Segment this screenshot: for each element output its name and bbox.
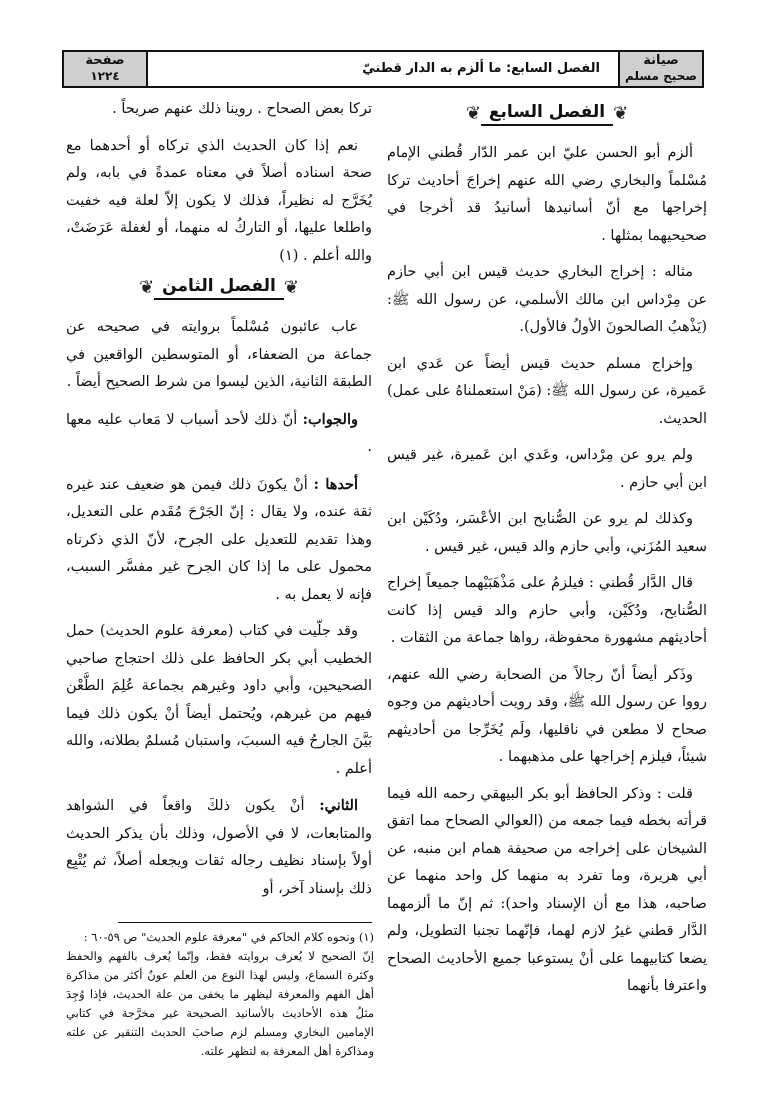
paragraph: وذَكر أيضاً أنّ رجالاً من الصحابة رضي الله عنهم، رووا عن رسول الله ﷺ، وقد رويت أحاديثهم من وجوه صحاح لا مطعن في ناقليها، ولَم يُخَرِّجا من أحاديثهم شيئاً، فيلزم إخراجها على مذهبهما . — [387, 666, 707, 765]
ornament-icon: ❦ — [139, 276, 155, 298]
ornament-icon: ❦ — [465, 102, 481, 124]
footnote-line: إنّ الصحيح لا يُعرف بروايته فقط، وإنّما يُعرف بالفهم والحفظ وكثرة السماع، وليس لهذا النوع من العلم عونٌ أكثر من مذاكرة أهل الفهم والمعرفة ليظهر ما يخفى من علة الحديث، فإذا وُجِدَ مثلُ هذه الأحاديث بالأسانيد الصحيحة غير مخرَّجة في كتابي الإمامين البخاري ومسلم لزم صاحبَ الحديث التنقير عن علته ومذاكرة أهل المعرفة به لتظهر علته. — [66, 949, 374, 1058]
page-number-box — [64, 52, 148, 86]
chapter-seven-heading — [387, 100, 707, 130]
series-title-box — [618, 52, 702, 86]
paragraph — [66, 792, 372, 903]
right-column — [387, 96, 707, 1001]
paragraph: عاب عائبون مُسْلماً بروايته في صحيحه عن جماعة من الضعفاء، أو المتوسطين الواقعين في الطبقة الثانية، الذين ليسوا من شرط الصحيح أيضاً . — [66, 319, 372, 390]
paragraph — [66, 471, 372, 610]
paragraph: ألزم أبو الحسن عليّ ابن عمر الدّار قُطني الإمام مُسْلماً والبخاري رضي الله عنهم إخراجَ أحاديث تركا إخراجها مع أنّ أسانيدها أسانيدُ قد أخرجا في صحيحيهما بمثلها . — [387, 145, 707, 244]
paragraph-text: أنْ يكون ذلكَ واقعاً في الشواهد والمتابعات، لا في الأصول، وذلك بأن يذكر الحديث أولاً بإسناد نظيف رجاله ثقات ويجعله أصلاً، ثم يُتْبِع ذلك بإسناد آخر، أو — [66, 798, 372, 897]
second-reason-label: الثاني: — [319, 797, 358, 814]
paragraph: ولم يرو عن مِرْداس، وعَدي ابن عَميرة، غير قيس ابن أبي حازم . — [387, 447, 707, 491]
paragraph: وقد جلّيت في كتاب (معرفة علوم الحديث) حمل الخطيب أبي بكر الحافظ على ذلك احتجاج صاحبي الصحيحين، وأبي داود وغيرهم بجماعة عُلِمَ الطَّعْن فيهم من غيرهم، ويُحتمل أيضاً أنْ يكون ذلك فيما بَيَّنَ الجارحُ فيه السببَ، واستبان مُسلمٌ بطلانه، والله أعلم . — [66, 623, 372, 777]
ornament-icon: ❦ — [283, 276, 299, 298]
paragraph: مثاله : إخراج البخاري حديث قيس ابن أبي حازم عن مِرْداس ابن مالك الأسلمي، عن رسول الله ﷺ: (يَذْهبُ الصالحونَ الأولُ فالأول). — [387, 264, 707, 335]
paragraph: قال الدَّار قُطني : فيلزمُ على مَذْهَبَيْهما جميعاً إخراج الصُّنابح، ودُكَيْن، وأبي حازم والد قيس إذا كانت أحاديثهم مشهورة محفوظة، رواها جماعة من الثقات . — [387, 575, 707, 646]
paragraph: وإخراج مسلم حديث قيس أيضاً عن عَدي ابن عَميرة، عن رسول الله ﷺ: (مَنْ استعملناهُ على عمل) الحديث. — [387, 355, 707, 427]
footnote — [66, 928, 374, 1061]
series-title-line1: صيانة — [643, 53, 679, 68]
chapter-eight-title: الفصل الثامن — [154, 274, 284, 300]
paragraph: وكذلك لم يرو عن الصُّنابح ابن الأعْسَر، ودُكَيْن ابن سعيد المُزَني، وأبي حازم والد قيس، غير قيس . — [387, 511, 707, 555]
paragraph: نعم إذا كان الحديث الذي تركاه أو أحدهما مع صحة اسناده أصلاً في معناه عمدةً في بابه، ولم يُخَرَّج له نظيراً، فذلك لا يكون إلاّ لعلة فيه خفيت واطلعا عليها، أو التاركُ له منهما، أو لغفلة عَرَضَتْ، والله أعلم . (١) — [66, 137, 372, 264]
footnote-divider — [118, 922, 372, 923]
left-column — [66, 96, 372, 903]
answer-label: والجواب: — [302, 410, 358, 428]
page-header — [62, 50, 704, 88]
footnote-line: (١) ونحوه كلام الحاكم في "معرفة علوم الحديث" ص ٥٩-٦٠ : — [83, 930, 374, 944]
paragraph — [66, 406, 372, 462]
chapter-eight-heading — [66, 274, 372, 304]
page-label: صفحة — [85, 53, 125, 68]
chapter-seven-title: الفصل السابع — [481, 100, 613, 126]
paragraph-text: أنّ ذلك لأحد أسباب لا مَعاب عليه معها . — [66, 411, 372, 455]
chapter-running-title: الفصل السابع: ما ألزم به الدار قطنيّ — [362, 61, 600, 76]
first-reason-label: أحدها : — [313, 475, 358, 493]
paragraph: تركا بعض الصحاح . روينا ذلك عنهم صريحاً . — [112, 101, 372, 117]
page-number: ١٢٢٤ — [90, 69, 120, 83]
paragraph-text: أنْ يكونَ ذلك فيمن هو ضعيف عند غيره ثقة عنده، ولا يقال : إنّ الجَرْحَ مُقَدم على التعديل، وهذا تقديم للتعديل على الجرح، لأنّ الذي ذكرناه محمول على ما إذا كان الجرح غير مفسَّر السبب، فإنه لا يعمل به . — [66, 476, 372, 603]
ornament-icon: ❦ — [613, 102, 629, 124]
paragraph: قلت : وذكر الحافظ أبو بكر البيهقي رحمه الله فيما قرأته بخطه فيما جمعه من (العوالي الصحاح مما اتفق الشيخان على إخراجه من صحيفة همام ابن منبه، عن أبي هريرة، وما تفرد به منهما كل واحد منهما عن صاحبه، هذا مع أن الإسناد واحد): ثم إنّ ما ألزمهما الدَّار قطني غيرُ لازم لهما، فإنّهما تجنبا التطويل، ولم يضعا كتابيهما على أنْ يستوعبا جميع الأحاديث الصحاح واعترفا بأنهما — [387, 785, 707, 994]
series-title-line2: صحيح مسلم — [625, 69, 697, 83]
